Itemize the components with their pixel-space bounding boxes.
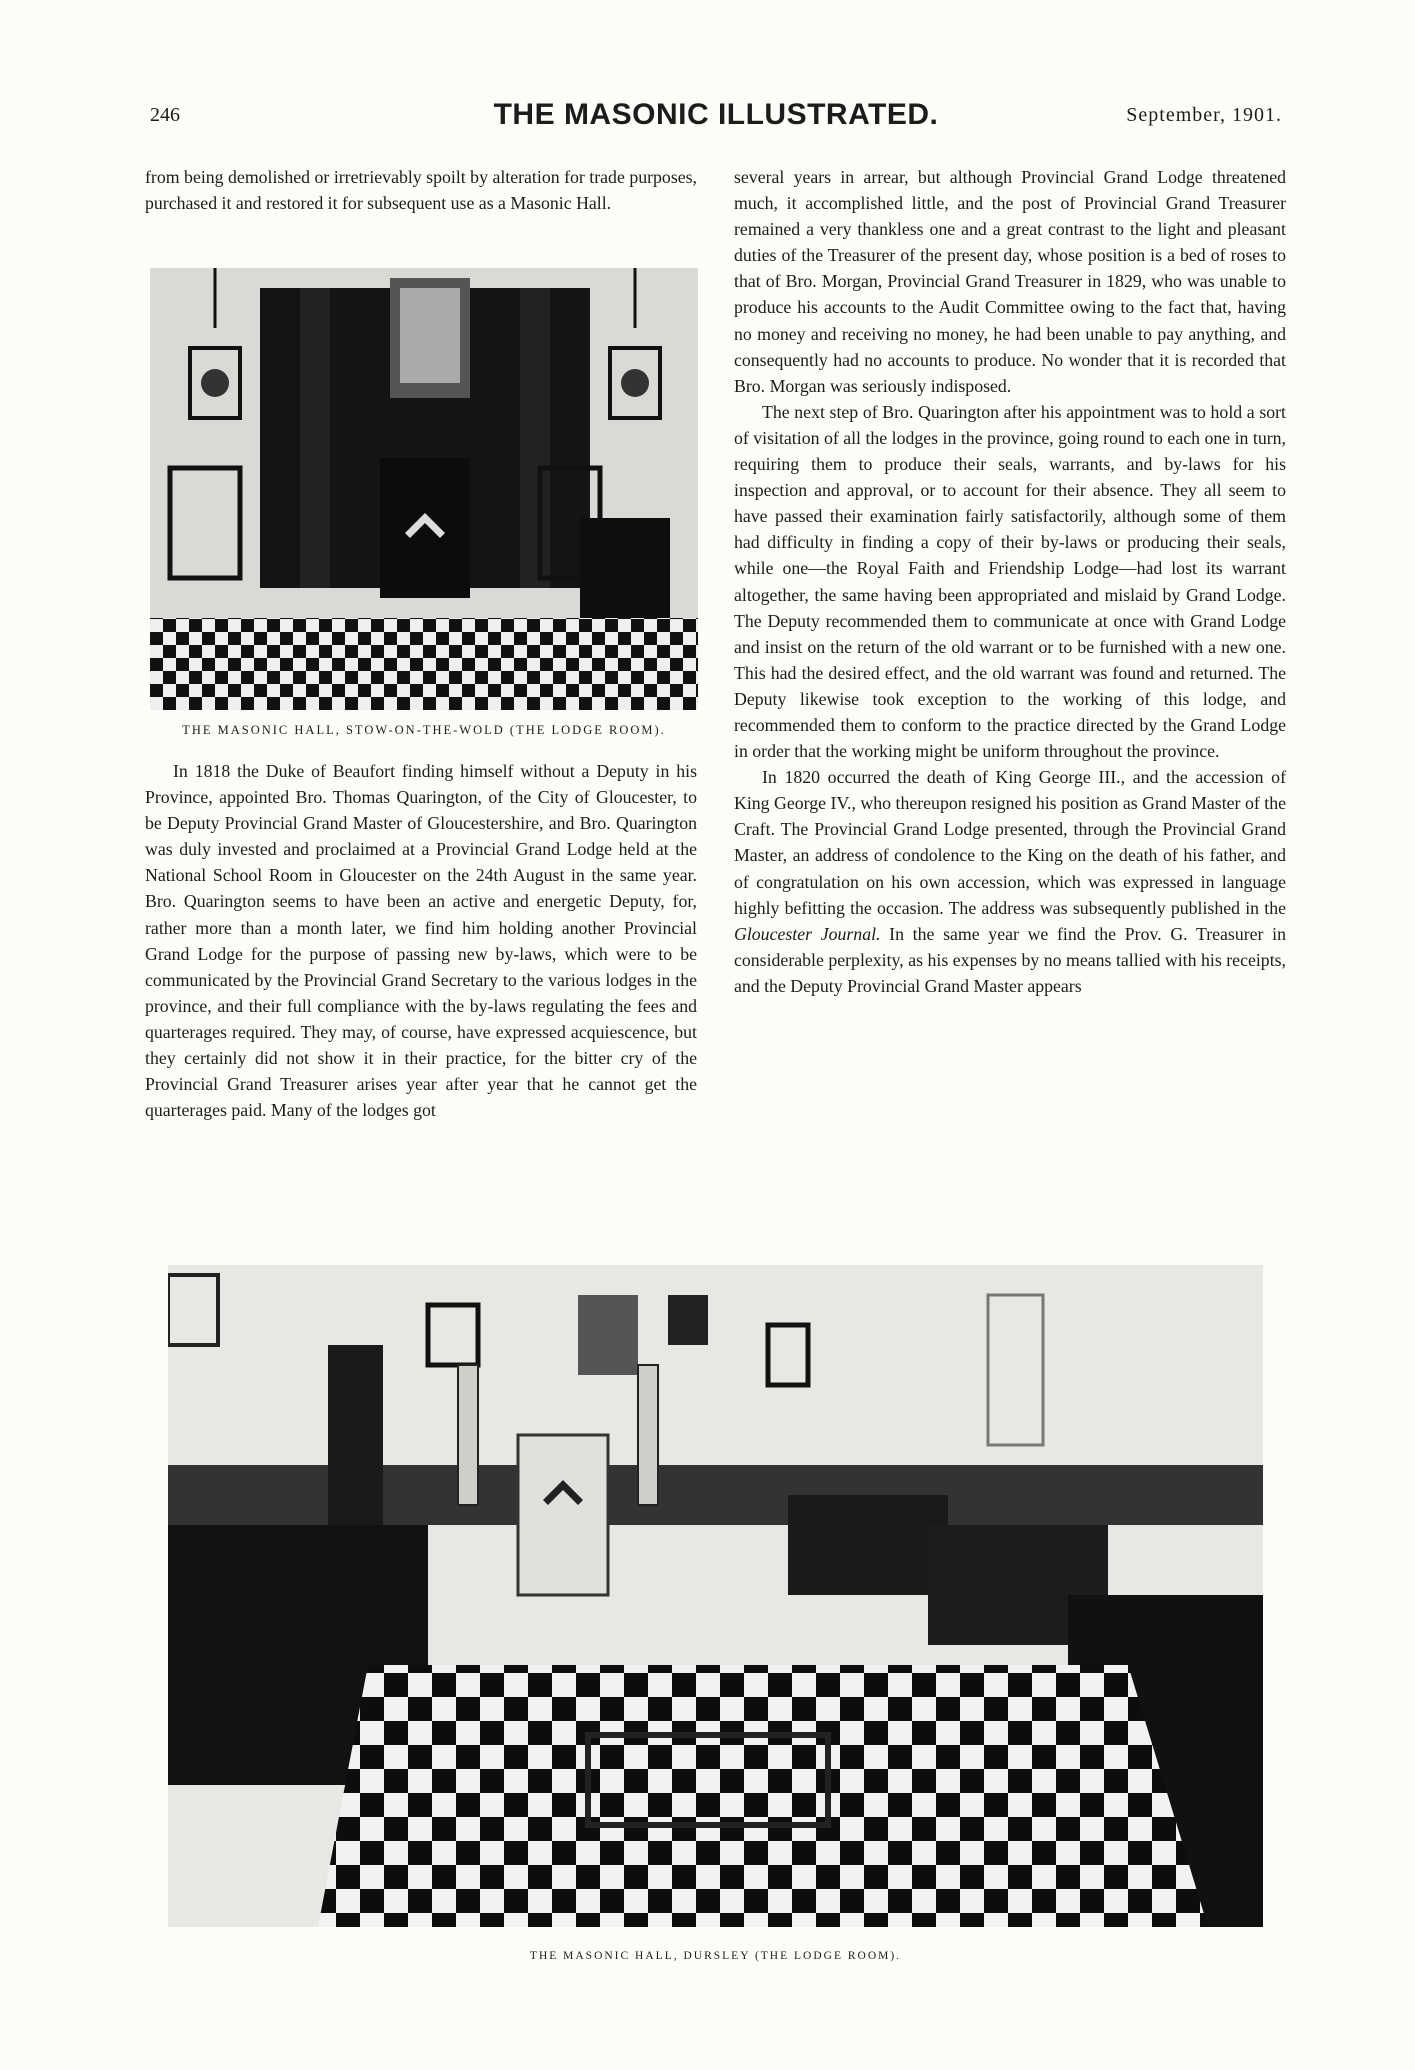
- publication-title: THE MASONIC ILLUSTRATED.: [493, 98, 939, 131]
- caption-stow-on-the-wold: THE MASONIC HALL, STOW-ON-THE-WOLD (THE LODGE ROOM).: [182, 723, 666, 737]
- right-paragraph-3-part-a: In 1820 occurred the death of King George III., and the accession of King George IV., who thereupon resigned his position as Grand Master of the Craft. The Provincial Grand Lodge presented, through the Provincial Grand Master, an address of condolence to the King on the death of his father, and of congratulation on his own accession, which was expressed in language highly befitting the occasion. The address was subsequently published in the: [734, 767, 1286, 918]
- left-paragraph-1: from being demolished or irretrievably spoilt by alteration for trade purposes, purchased it and restored it for subsequent use as a Masonic Hall.: [145, 167, 697, 214]
- issue-date: September, 1901.: [1126, 104, 1282, 126]
- left-column-bottom: [145, 758, 697, 1123]
- photo-stow-on-the-wold: [150, 268, 698, 710]
- gloucester-journal-title: Gloucester Journal.: [734, 923, 881, 944]
- left-column-top: [145, 164, 697, 216]
- left-paragraph-2: In 1818 the Duke of Beaufort finding himself without a Deputy in his Province, appointed Bro. Thomas Quarington, of the City of Gloucester, to be Deputy Provincial Grand Master of Gloucestershire, and Bro. Quarington was duly invested and proclaimed at a Provincial Grand Lodge held at the National School Room in Gloucester on the 24th August in the same year. Bro. Quarington seems to have been an active and energetic Deputy, for, rather more than a month later, we find him holding another Provincial Grand Lodge for the purpose of passing new by-laws, which were to be communicated by the Provincial Grand Secretary to the various lodges in the province, and their full compliance with the by-laws regulating the fees and quarterages required. They may, of course, have expressed acquiescence, but they certainly did not show it in their practice, for the bitter cry of the Provincial Grand Treasurer arises year after year that he cannot get the quarterages paid. Many of the lodges got: [145, 761, 697, 1121]
- right-paragraph-3-part-b: In the same year we find the Prov. G. Treasurer in considerable perplexity, as his expenses by no means tallied with his receipts, and the Deputy Provincial Grand Master appears: [734, 923, 1286, 996]
- right-paragraph-1: several years in arrear, but although Provincial Grand Lodge threatened much, it accomplished little, and the post of Provincial Grand Treasurer remained a very thankless one and a great contrast to the light and pleasant duties of the Treasurer of the present day, whose position is a bed of roses to that of Bro. Morgan, Provincial Grand Treasurer in 1829, who was unable to produce his accounts to the Audit Committee owing to the fact that, having no money and receiving no money, he had been unable to pay anything, and consequently had no accounts to produce. No wonder that it is recorded that Bro. Morgan was seriously indisposed.: [734, 167, 1286, 396]
- page-number: 246: [150, 104, 180, 126]
- caption-dursley: THE MASONIC HALL, DURSLEY (THE LODGE ROOM).: [529, 1950, 902, 1962]
- right-paragraph-2: The next step of Bro. Quarington after his appointment was to hold a sort of visitation of all the lodges in the province, going round to each one in turn, requiring them to produce their seals, warrants, and by-laws for his inspection and approval, or to account for their absence. They all seem to have passed their examination fairly satisfactorily, although some of them had difficulty in finding a copy of their by-laws or producing their seals, while one—the Royal Faith and Friendship Lodge—had lost its warrant altogether, the same having been appropriated and mislaid by Grand Lodge. The Deputy recommended them to communicate at once with Grand Lodge and insist on the return of the old warrant or to be furnished with a new one. This had the desired effect, and the old warrant was found and returned. The Deputy likewise took exception to the working of this lodge, and recommended them to conform to the practice directed by the Grand Lodge in order that the working might be uniform throughout the province.: [734, 401, 1286, 762]
- photo-dursley: [168, 1265, 1263, 1927]
- running-header: [150, 98, 1282, 138]
- dursley-lodge-room-illustration: [168, 1265, 1263, 1927]
- right-column: [734, 164, 1286, 999]
- lodge-room-illustration: [150, 268, 698, 710]
- right-paragraph-3: [734, 764, 1286, 999]
